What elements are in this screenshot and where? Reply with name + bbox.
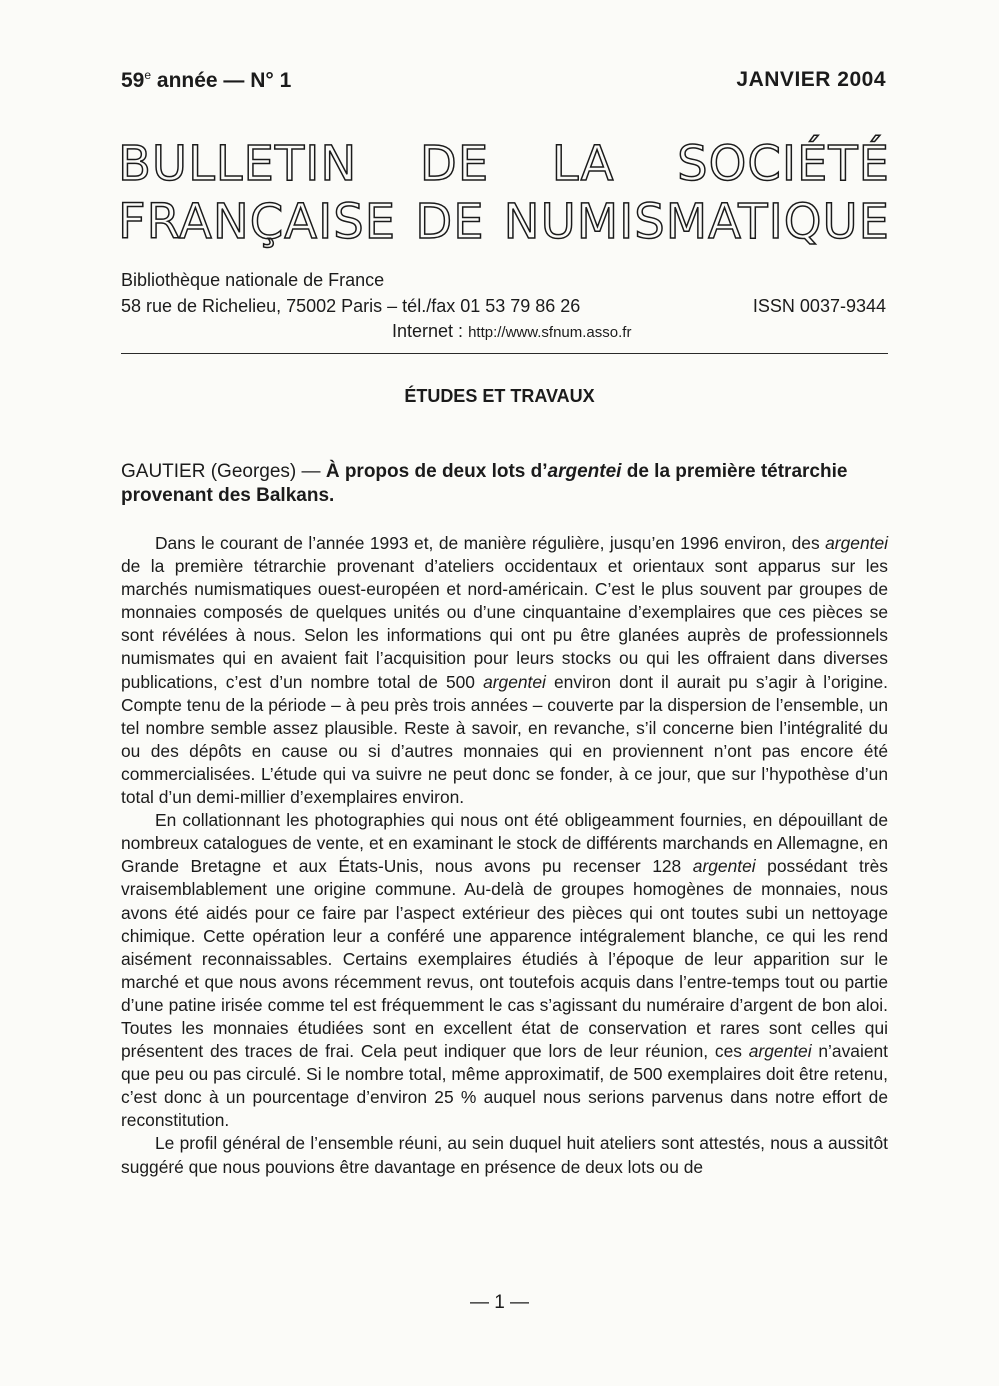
website-url[interactable]: http://www.sfnum.asso.fr	[468, 324, 632, 341]
article-author: GAUTIER (Georges) —	[121, 461, 326, 482]
header-divider	[121, 353, 888, 354]
issn: ISSN 0037-9344	[752, 296, 886, 316]
bulletin-title-line-1: BULLETIN DE LA SOCIÉTÉ	[118, 136, 890, 192]
institution-name: Bibliothèque nationale de France	[121, 270, 385, 290]
bulletin-title-line-2: FRANÇAISE DE NUMISMATIQUE	[118, 194, 890, 250]
article-body	[121, 532, 888, 1179]
internet-label: Internet :	[392, 321, 464, 341]
postal-address: 58 rue de Richelieu, 75002 Paris – tél./fax 01 53 79 86 26	[121, 296, 581, 316]
issue-date: JANVIER 2004	[736, 68, 886, 91]
section-heading: ÉTUDES ET TRAVAUX	[404, 386, 595, 406]
page-number: — 1 —	[469, 1292, 530, 1313]
issue-number: 59e année — N° 1	[121, 68, 292, 92]
internet-line	[392, 319, 631, 345]
paragraph-3: Le profil général de l’ensemble réuni, au sein duquel huit ateliers sont attestés, nous a aussitôt suggéré que nous pouvions être davantage en présence de deux lots ou de	[121, 1133, 888, 1177]
paragraph-2: En collationnant les photographies qui nous ont été obligeamment fournies, en dépouillant de nombreux catalogues de vente, et en examinant le stock de différents marchands en Allemagne, en Grande Bretagne et aux États-Unis, nous avons pu recenser 128 argentei possédant très vraisemblablement une origine commune. Au-delà de groupes homogènes de monnaies, nous avons été aidés pour ce faire par l’aspect extérieur des pièces qui ont toutes subi un nettoyage chimique. Cette opération leur a conféré une apparence intégralement blanche, ce qui les rend aisément reconnaissables. Certains exemplaires étudiés à l’époque de leur apparition sur le marché et que nous avons récemment revus, ont toutefois acquis dans l’entre-temps tout ou partie d’une patine irisée comme tel est fréquemment le cas s’agissant du numéraire d’argent de bon aloi. Toutes les monnaies étudiées sont en excellent état de conservation et rares sont celles qui présentent des traces de frai. Cela peut indiquer que lors de leur réunion, ces argentei n’avaient que peu ou pas circulé. Si le nombre total, même approximatif, de 500 exemplaires doit être retenu, c’est donc à un pourcentage d’environ 25 % auquel nous serions parvenus dans notre effort de reconstitution.	[121, 810, 888, 1131]
article-title: GAUTIER (Georges) — À propos de deux lots d’argentei de la première tétrarchie provenant des Balkans.	[121, 461, 848, 506]
paragraph-1: Dans le courant de l’année 1993 et, de manière régulière, jusqu’en 1996 environ, des argentei de la première tétrarchie provenant d’ateliers occidentaux et orientaux sont apparus sur les marchés numismatiques ouest-européen et nord-américain. C’est le plus souvent par groupes de monnaies composés de quelques unités ou d’une cinquantaine d’exemplaires que ces pièces se sont révélées à nous. Selon les informations qui ont pu être glanées auprès de professionnels numismates qui en avaient fait l’acquisition pour leurs stocks ou qui les offraient dans diverses publications, c’est d’un nombre total de 500 argentei environ dont il aurait pu s’agir à l’origine. Compte tenu de la période – à peu près trois années – couverte par la dispersion de l’ensemble, un tel nombre semble assez plausible. Reste à savoir, en revanche, s’il concerne bien l’intégralité du ou des dépôts en cause ou si d’autres monnaies qui en proviennent n’ont pas encore été commercialisées. L’étude qui va suivre ne peut donc se fonder, à ce jour, que sur l’hypothèse d’un total d’un demi-millier d’exemplaires environ.	[121, 533, 888, 808]
